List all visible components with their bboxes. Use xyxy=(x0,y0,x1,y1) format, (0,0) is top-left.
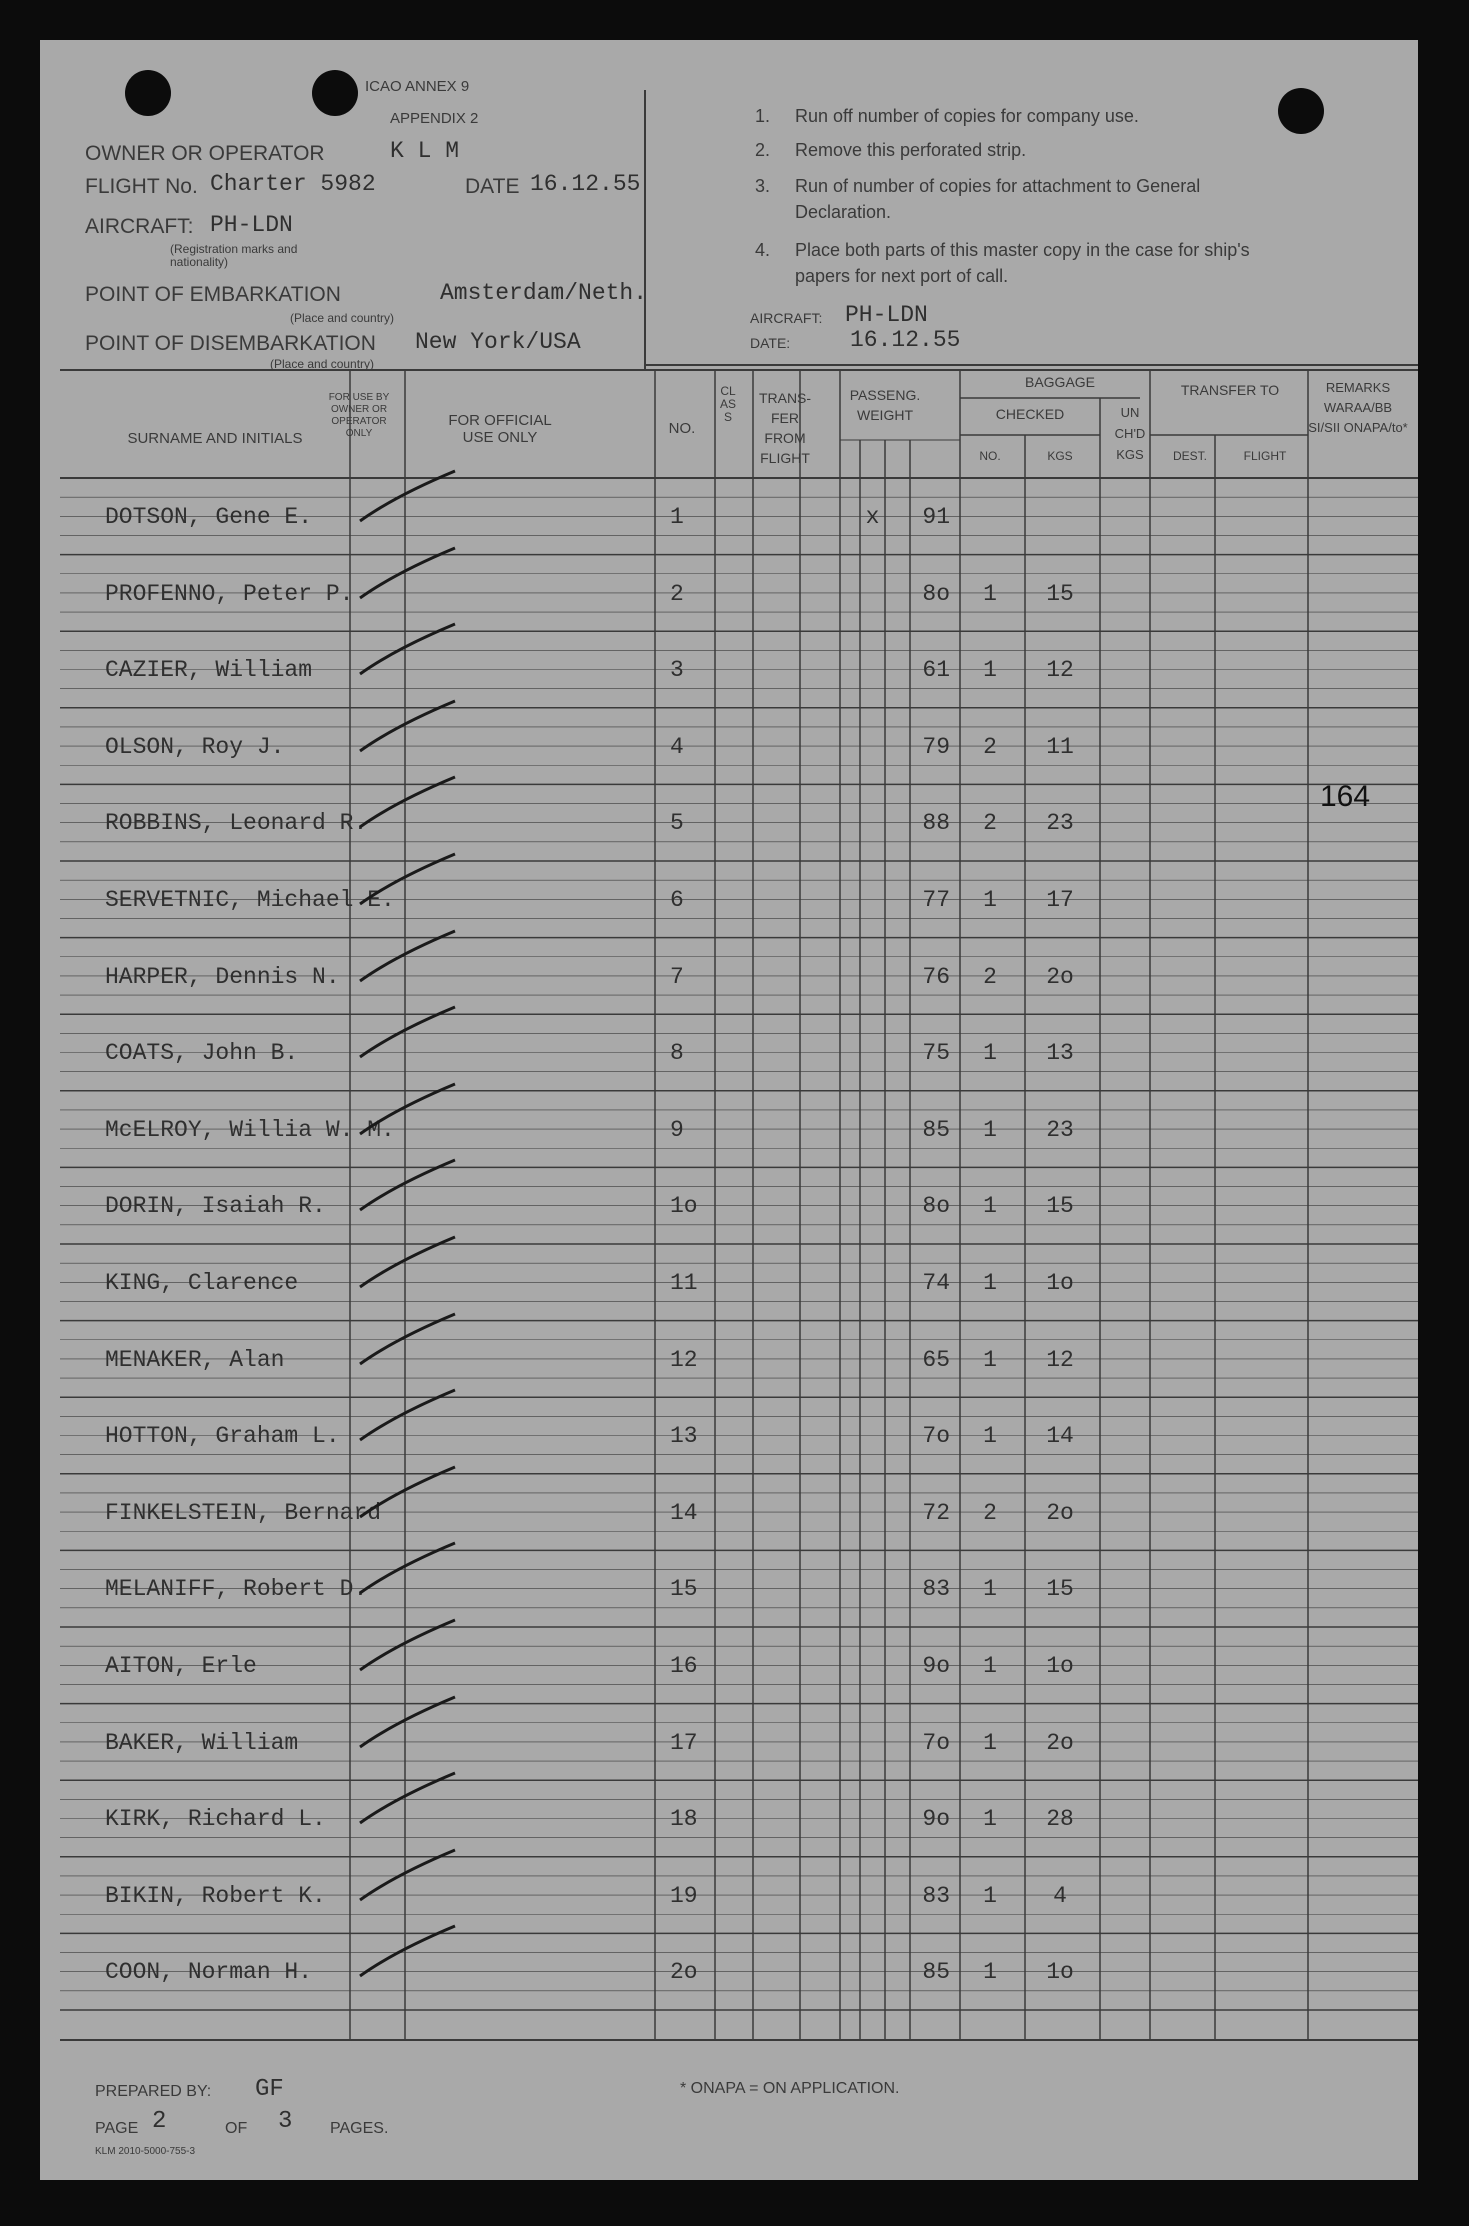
passenger-name: HARPER, Dennis N. xyxy=(105,963,340,990)
check-mark-stroke xyxy=(360,624,455,674)
check-mark-stroke xyxy=(360,1007,455,1057)
date-value: 16.12.55 xyxy=(530,171,641,197)
bag-kgs: 13 xyxy=(1046,1040,1074,1067)
bag-kgs: 15 xyxy=(1046,580,1074,607)
passenger-weight: 8o xyxy=(922,1193,950,1220)
passenger-name: SERVETNIC, Michael E. xyxy=(105,887,395,913)
bag-count: 1 xyxy=(983,1193,997,1220)
of-label: OF xyxy=(225,2120,248,2137)
check-mark xyxy=(355,1079,465,1149)
bag-count: 2 xyxy=(983,1499,997,1526)
table-row xyxy=(40,1321,1418,1398)
passenger-no: 13 xyxy=(670,1423,698,1450)
passenger-no: 12 xyxy=(670,1346,698,1373)
passenger-name: KING, Clarence xyxy=(105,1270,299,1296)
col-flight: FLIGHT xyxy=(1243,449,1287,463)
prepared-label: PREPARED BY: xyxy=(95,2083,212,2100)
margin-number: 164 xyxy=(1320,780,1371,813)
strip-aircraft-value: PH-LDN xyxy=(845,302,928,328)
passenger-name: COON, Norman H. xyxy=(105,1959,313,1986)
check-mark xyxy=(355,1921,465,1991)
passenger-no: 3 xyxy=(670,657,684,684)
passenger-name: DOTSON, Gene E. xyxy=(105,504,313,530)
table-row xyxy=(40,1474,1418,1551)
disembark-note: (Place and country) xyxy=(270,357,375,371)
passenger-weight: 85 xyxy=(922,1116,950,1143)
table-row xyxy=(40,1244,1418,1321)
check-mark-stroke xyxy=(360,471,455,521)
check-mark xyxy=(355,1768,465,1838)
passenger-name: FINKELSTEIN, Bernard xyxy=(105,1499,382,1526)
table-row xyxy=(40,1704,1418,1781)
passenger-name: PROFENNO, Peter P. xyxy=(105,580,354,607)
passenger-no: 16 xyxy=(670,1653,698,1679)
bag-kgs: 4 xyxy=(1053,1882,1067,1909)
table-row xyxy=(40,478,1418,555)
passenger-no: 8 xyxy=(670,1040,684,1067)
check-mark-stroke xyxy=(360,1467,455,1517)
passenger-weight: 79 xyxy=(922,733,950,760)
table-row xyxy=(40,1167,1418,1244)
instruction-4b: papers for next port of call. xyxy=(795,266,1009,286)
col-owner-use: FOR USE BY OWNER OR OPERATOR ONLY xyxy=(328,392,390,439)
check-mark xyxy=(355,696,465,766)
prepared-value: GF xyxy=(255,2076,284,2103)
passenger-no: 14 xyxy=(670,1499,698,1526)
col-bag-kgs: KGS xyxy=(1047,449,1073,463)
bag-kgs: 2o xyxy=(1046,963,1074,990)
passenger-weight: 7o xyxy=(922,1729,950,1756)
mark: x xyxy=(865,504,880,530)
appendix: APPENDIX 2 xyxy=(390,110,479,127)
passenger-weight: 77 xyxy=(922,887,950,913)
check-mark-stroke xyxy=(360,1314,455,1364)
passenger-name: OLSON, Roy J. xyxy=(105,733,285,760)
passenger-name: ROBBINS, Leonard R. xyxy=(105,810,368,837)
check-mark xyxy=(355,1615,465,1685)
check-mark xyxy=(355,543,465,613)
bag-kgs: 28 xyxy=(1046,1806,1074,1833)
passenger-weight: 74 xyxy=(922,1270,950,1296)
bag-kgs: 23 xyxy=(1046,1116,1074,1143)
check-mark-stroke xyxy=(360,1160,455,1210)
strip-date-value: 16.12.55 xyxy=(850,327,961,353)
passenger-weight: 72 xyxy=(922,1499,950,1526)
check-mark xyxy=(355,1155,465,1225)
passenger-no: 1o xyxy=(670,1193,698,1220)
check-mark-stroke xyxy=(360,1773,455,1823)
table-row xyxy=(40,1780,1418,1857)
bag-kgs: 15 xyxy=(1046,1576,1074,1603)
bag-count: 2 xyxy=(983,963,997,990)
check-mark xyxy=(355,619,465,689)
passenger-name: McELROY, Willia W. M. xyxy=(105,1116,395,1143)
passenger-weight: 83 xyxy=(922,1882,950,1909)
flight-value: Charter 5982 xyxy=(210,171,376,197)
embark-note: (Place and country) xyxy=(290,311,395,325)
passenger-no: 18 xyxy=(670,1806,698,1833)
check-mark-stroke xyxy=(360,1620,455,1670)
col-dest: DEST. xyxy=(1172,449,1207,463)
bag-kgs: 11 xyxy=(1046,733,1074,760)
passenger-weight: 91 xyxy=(922,504,950,530)
check-mark xyxy=(355,1385,465,1455)
bag-count: 1 xyxy=(983,1959,997,1986)
instruction-3b: Declaration. xyxy=(795,202,892,222)
col-checked: CHECKED xyxy=(995,406,1065,422)
passenger-no: 1 xyxy=(670,504,684,530)
bag-kgs: 2o xyxy=(1046,1729,1074,1756)
check-mark-stroke xyxy=(360,1697,455,1747)
check-mark-stroke xyxy=(360,1084,455,1134)
col-weight: PASSENG. WEIGHT xyxy=(849,387,921,423)
passenger-no: 11 xyxy=(670,1270,698,1296)
check-mark xyxy=(355,1692,465,1762)
embark-label: POINT OF EMBARKATION xyxy=(85,283,341,306)
check-mark-stroke xyxy=(360,1237,455,1287)
passenger-no: 19 xyxy=(670,1882,698,1909)
owner-value: K L M xyxy=(390,138,460,164)
bag-kgs: 12 xyxy=(1046,1346,1074,1373)
table-row xyxy=(40,1933,1418,2010)
passenger-weight: 61 xyxy=(922,657,950,684)
bag-kgs: 23 xyxy=(1046,810,1074,837)
check-mark-stroke xyxy=(360,1390,455,1440)
passenger-weight: 8o xyxy=(922,580,950,607)
icao-annex: ICAO ANNEX 9 xyxy=(365,78,470,95)
table-row xyxy=(40,1550,1418,1627)
col-transfer-to: TRANSFER TO xyxy=(1180,382,1280,398)
date-label: DATE xyxy=(465,175,520,198)
check-mark-stroke xyxy=(360,931,455,981)
check-mark xyxy=(355,1232,465,1302)
col-unchd: UN CH'D KGS xyxy=(1114,405,1146,462)
bag-count: 1 xyxy=(983,1729,997,1756)
bag-count: 1 xyxy=(983,887,997,913)
col-remarks: REMARKS WARAA/BB SI/SII ONAPA/to* xyxy=(1308,380,1408,435)
table-row xyxy=(40,784,1418,861)
passenger-name: KIRK, Richard L. xyxy=(105,1806,326,1833)
passenger-name: MENAKER, Alan xyxy=(105,1346,285,1373)
bag-count: 1 xyxy=(983,580,997,607)
passenger-no: 9 xyxy=(670,1116,684,1143)
bag-kgs: 14 xyxy=(1046,1423,1074,1450)
table-row xyxy=(40,1627,1418,1704)
bag-count: 1 xyxy=(983,657,997,684)
owner-label: OWNER OR OPERATOR xyxy=(85,142,325,165)
col-surname: SURNAME AND INITIALS xyxy=(127,430,303,447)
page-label: PAGE xyxy=(95,2120,139,2137)
bag-kgs: 1o xyxy=(1046,1270,1074,1296)
aircraft-note: (Registration marks and nationality) xyxy=(170,242,298,269)
bag-count: 1 xyxy=(983,1576,997,1603)
form-code: KLM 2010-5000-755-3 xyxy=(95,2146,196,2157)
check-mark-stroke xyxy=(360,854,455,904)
table-row xyxy=(40,1091,1418,1168)
passenger-name: HOTTON, Graham L. xyxy=(105,1423,340,1450)
strip-date-label: DATE: xyxy=(750,335,791,351)
page-value: 2 xyxy=(152,2108,167,2135)
table-row xyxy=(40,1014,1418,1091)
table-row xyxy=(40,1857,1418,1934)
passenger-no: 2 xyxy=(670,580,684,607)
instruction-1: 1. Run off number of copies for company use. xyxy=(755,106,1139,126)
bag-count: 1 xyxy=(983,1270,997,1296)
check-mark xyxy=(355,849,465,919)
check-mark-stroke xyxy=(360,548,455,598)
table-row xyxy=(40,631,1418,708)
col-baggage: BAGGAGE xyxy=(1024,374,1096,390)
passenger-weight: 75 xyxy=(922,1040,950,1067)
check-mark-stroke xyxy=(360,1850,455,1900)
passenger-no: 17 xyxy=(670,1729,698,1756)
col-official: FOR OFFICIAL USE ONLY xyxy=(448,412,552,446)
check-mark xyxy=(355,1845,465,1915)
manifest-sheet xyxy=(40,40,1418,2180)
table-row xyxy=(40,555,1418,632)
check-mark xyxy=(355,466,465,536)
bag-count: 1 xyxy=(983,1423,997,1450)
passenger-weight: 65 xyxy=(922,1346,950,1373)
passenger-name: MELANIFF, Robert D. xyxy=(105,1576,368,1603)
passenger-weight: 83 xyxy=(922,1576,950,1603)
disembark-value: New York/USA xyxy=(415,329,581,355)
of-value: 3 xyxy=(278,2108,293,2135)
bag-kgs: 1o xyxy=(1046,1653,1074,1679)
passenger-name: COATS, John B. xyxy=(105,1040,299,1067)
check-mark xyxy=(355,772,465,842)
bag-count: 1 xyxy=(983,1653,997,1679)
passenger-weight: 88 xyxy=(922,810,950,837)
check-mark xyxy=(355,1538,465,1608)
passenger-no: 6 xyxy=(670,887,684,913)
bag-kgs: 17 xyxy=(1046,887,1074,913)
bag-count: 1 xyxy=(983,1116,997,1143)
instruction-2: 2. Remove this perforated strip. xyxy=(755,140,1027,160)
passenger-name: BAKER, William xyxy=(105,1729,299,1756)
passenger-no: 15 xyxy=(670,1576,698,1603)
passenger-name: AITON, Erle xyxy=(105,1653,257,1679)
aircraft-label: AIRCRAFT: xyxy=(85,215,194,238)
check-mark-stroke xyxy=(360,1926,455,1976)
table-row xyxy=(40,1397,1418,1474)
passenger-weight: 9o xyxy=(922,1653,950,1679)
col-class: CLASS xyxy=(719,384,736,424)
passenger-no: 4 xyxy=(670,733,684,760)
check-mark xyxy=(355,926,465,996)
table-row xyxy=(40,861,1418,938)
strip-aircraft-label: AIRCRAFT: xyxy=(750,310,823,326)
aircraft-value: PH-LDN xyxy=(210,212,293,238)
bag-count: 1 xyxy=(983,1346,997,1373)
check-mark-stroke xyxy=(360,1543,455,1593)
passenger-no: 2o xyxy=(670,1959,698,1986)
passenger-name: CAZIER, William xyxy=(105,657,313,684)
bag-kgs: 1o xyxy=(1046,1959,1074,1986)
passenger-name: BIKIN, Robert K. xyxy=(105,1882,326,1909)
embark-value: Amsterdam/Neth. xyxy=(440,280,648,306)
disembark-label: POINT OF DISEMBARKATION xyxy=(85,332,376,355)
table-row xyxy=(40,708,1418,785)
bag-count: 1 xyxy=(983,1806,997,1833)
flight-label: FLIGHT No. xyxy=(85,175,198,198)
col-no: NO. xyxy=(668,420,696,437)
onapa-note: * ONAPA = ON APPLICATION. xyxy=(680,2080,900,2097)
check-mark-stroke xyxy=(360,701,455,751)
bag-count: 1 xyxy=(983,1040,997,1067)
check-mark xyxy=(355,1462,465,1532)
bag-kgs: 15 xyxy=(1046,1193,1074,1220)
col-bag-no: NO. xyxy=(979,449,1001,463)
instruction-3: 3. Run of number of copies for attachment to General xyxy=(755,176,1201,196)
pages-label: PAGES. xyxy=(330,2120,389,2137)
col-transfer-from: TRANS- FER FROM FLIGHT xyxy=(758,390,812,466)
instruction-4: 4. Place both parts of this master copy in the case for ship's xyxy=(755,240,1250,260)
bag-count: 1 xyxy=(983,1882,997,1909)
passenger-weight: 9o xyxy=(922,1806,950,1833)
check-mark xyxy=(355,1309,465,1379)
bag-count: 2 xyxy=(983,733,997,760)
bag-kgs: 2o xyxy=(1046,1499,1074,1526)
passenger-weight: 7o xyxy=(922,1423,950,1450)
check-mark-stroke xyxy=(360,777,455,827)
passenger-no: 7 xyxy=(670,963,684,990)
bag-count: 2 xyxy=(983,810,997,837)
check-mark xyxy=(355,1002,465,1072)
passenger-no: 5 xyxy=(670,810,684,837)
passenger-weight: 85 xyxy=(922,1959,950,1986)
passenger-name: DORIN, Isaiah R. xyxy=(105,1193,326,1220)
table-row xyxy=(40,938,1418,1015)
passenger-weight: 76 xyxy=(922,963,950,990)
bag-kgs: 12 xyxy=(1046,657,1074,684)
